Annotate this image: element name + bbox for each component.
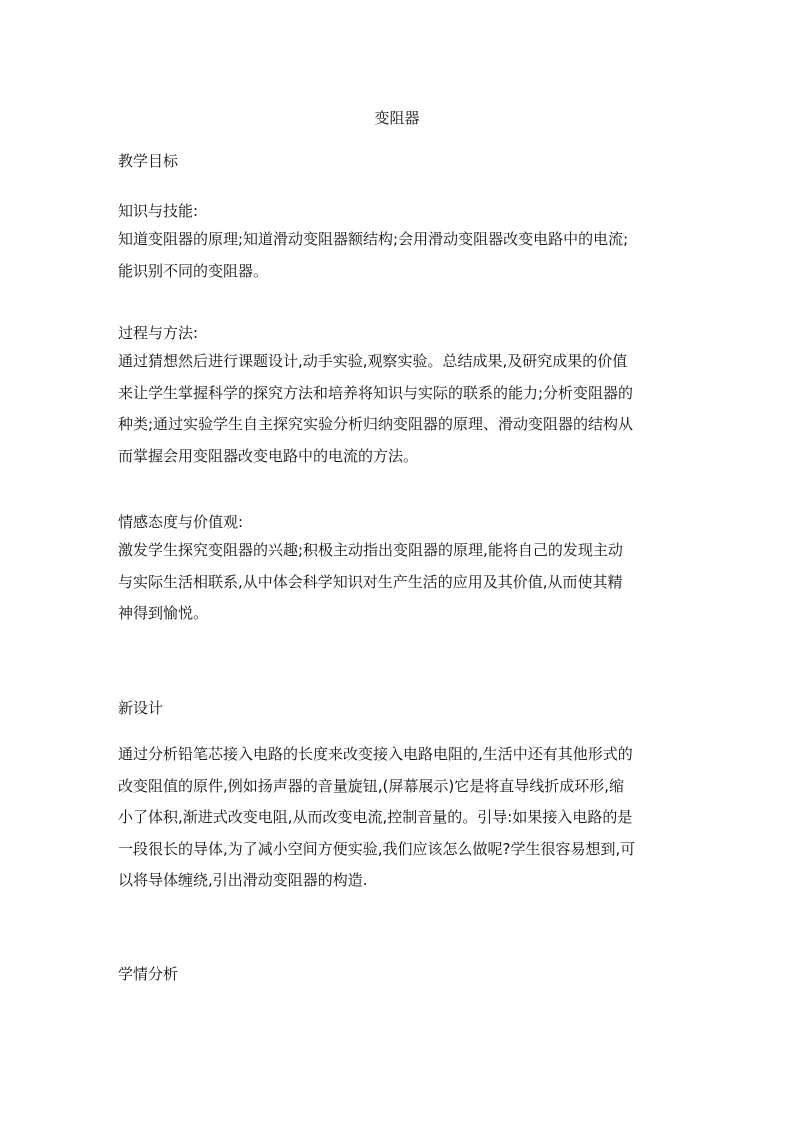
paragraph-line: 与实际生活相联系,从中体会科学知识对生产生活的应用及其价值,从而使其精: [118, 572, 623, 591]
emotion-heading: 情感态度与价值观:: [118, 513, 244, 531]
emotion-paragraph: [118, 535, 678, 630]
process-heading: 过程与方法:: [118, 324, 199, 342]
paragraph-line: 通过猜想然后进行课题设计,动手实验,观察实验。总结成果,及研究成果的价值: [118, 352, 628, 370]
new-design-paragraph: [118, 739, 678, 897]
new-design-heading: 新设计: [118, 699, 164, 717]
knowledge-paragraph: [118, 224, 678, 287]
paragraph-line: 知道变阻器的原理;知道滑动变阻器额结构;会用滑动变阻器改变电路中的电流;: [118, 230, 629, 248]
paragraph-line: 改变阻值的原件,例如扬声器的音量旋钮,(屏幕展示)它是将直导线折成环形,缩: [118, 776, 625, 795]
paragraph-line: 神得到愉悦。: [118, 604, 209, 622]
section-heading-objectives: 教学目标: [118, 152, 179, 170]
paragraph-line: 种类;通过实验学生自主探究实验分析归纳变阻器的原理、滑动变阻器的结构从: [118, 415, 634, 433]
section-heading-analysis: 学情分析: [118, 965, 179, 983]
paragraph-line: 以将导体缠绕,引出滑动变阻器的构造.: [118, 871, 368, 889]
paragraph-line: 能识别不同的变阻器。: [118, 261, 269, 280]
knowledge-heading: 知识与技能:: [118, 202, 199, 220]
paragraph-line: 一段很长的导体,为了减小空间方便实验,我们应该怎么做呢?学生很容易想到,可: [118, 839, 636, 858]
document-title: 变阻器: [374, 109, 420, 127]
paragraph-line: 激发学生探究变阻器的兴趣;积极主动指出变阻器的原理,能将自己的发现主动: [118, 541, 623, 559]
paragraph-line: 来让学生掌握科学的探究方法和培养将知识与实际的联系的能力;分析变阻器的: [118, 383, 634, 402]
paragraph-line: 通过分析铅笔芯接入电路的长度来改变接入电路电阻的,生活中还有其他形式的: [118, 745, 633, 763]
paragraph-line: 小了体积,渐进式改变电阻,从而改变电流,控制音量的。引导:如果接入电路的是: [118, 808, 633, 826]
paragraph-line: 而掌握会用变阻器改变电路中的电流的方法。: [118, 446, 419, 465]
process-paragraph: [118, 346, 678, 472]
